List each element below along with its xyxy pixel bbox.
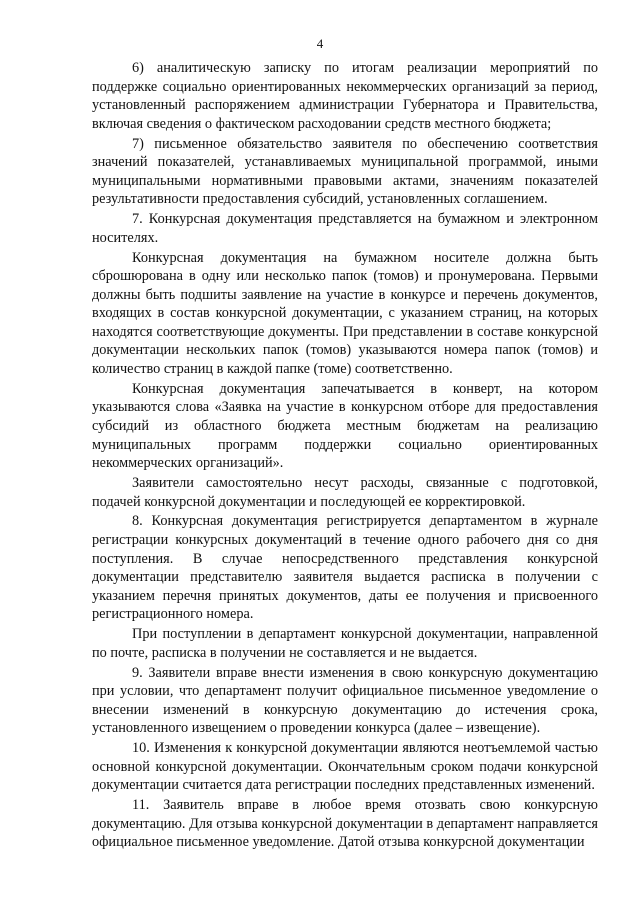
paragraph-paper-binding: Конкурсная документация на бумажном носителе должна быть сброшюрована в одну или несколько папок (томов) и пронумерована. Первыми должны быть подшиты заявление на участие в конкурсе и перечень документов, входящих в состав конкурсной документации, с указанием страниц, на которых находятся соответствующие документы. При представлении в составе конкурсной документации нескольких папок (томов) указываются номера папок (томов) и количество страниц в каждой папке (томе) соответственно. — [92, 249, 598, 378]
paragraph-clause-11: 11. Заявитель вправе в любое время отозвать свою конкурсную документацию. Для отзыва конкурсной документации в департамент направляется официальное письменное уведомление. Датой отзыва конкурсной документации — [92, 797, 598, 851]
paragraph-item-7-written-obligation: 7) письменное обязательство заявителя по обеспечению соответствия значений показателей, устанавливаемых муниципальной программой, иными муниципальными нормативными правовыми актами, значениям показателей результативности предоставления субсидий, установленных соглашением. — [92, 135, 598, 208]
paragraph-clause-9: 9. Заявители вправе внести изменения в свою конкурсную документацию при условии, что департамент получит официальное письменное уведомление о внесении изменений в конкурсную документацию до истечения срока, установленного извещением о проведении конкурса (далее – извещение). — [92, 664, 598, 737]
paragraph-clause-7: 7. Конкурсная документация представляется на бумажном и электронном носителях. — [92, 211, 598, 246]
paragraph-clause-10: 10. Изменения к конкурсной документации являются неотъемлемой частью основной конкурсной документации. Окончательным сроком подачи конкурсной документации считается дата регистрации последних представленных изменений. — [92, 740, 598, 794]
paragraph-clause-8: 8. Конкурсная документация регистрируется департаментом в журнале регистрации конкурсных документаций в течение одного рабочего дня со дня поступления. В случае непосредственного представления конкурсной документации представителю заявителя выдается расписка в получении с указанием перечня принятых документов, даты ее получения и присвоенного регистрационного номера. — [92, 513, 598, 623]
paragraph-expenses: Заявители самостоятельно несут расходы, связанные с подготовкой, подачей конкурсной документации и последующей ее корректировкой. — [92, 475, 598, 510]
paragraph-envelope: Конкурсная документация запечатывается в конверт, на котором указываются слова «Заявка на участие в конкурсном отборе для предоставления субсидий из областного бюджета местным бюджетам на реализацию муниципальных программ поддержки социально ориентированных некоммерческих организаций». — [92, 380, 598, 472]
paragraph-postal-receipt: При поступлении в департамент конкурсной документации, направленной по почте, расписка в получении не составляется и не выдается. — [92, 626, 598, 661]
page-number: 4 — [316, 36, 324, 51]
paragraph-item-6-analytical-note: 6) аналитическую записку по итогам реализации мероприятий по поддержке социально ориентированных некоммерческих организаций за период, установленный распоряжением администрации Губернатора и Правительства, включая сведения о фактическом расходовании средств местного бюджета; — [92, 60, 598, 132]
document-body — [92, 59, 598, 853]
